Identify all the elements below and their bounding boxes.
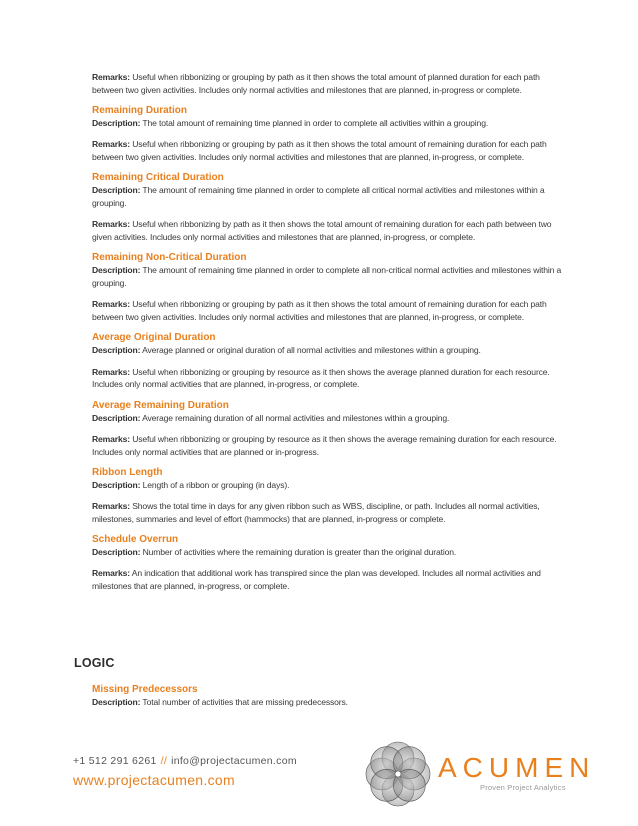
description-block: Description: Average remaining duration of all normal activities and milestones within a grouping. xyxy=(92,412,450,423)
metric-entry xyxy=(92,534,567,593)
footer-separator: // xyxy=(160,755,168,767)
description-block: Description: Length of a ribbon or grouping (in days). xyxy=(92,479,290,490)
remarks-block: Remarks: Useful when ribbonizing or grouping by path as it then shows the total amount of remaining duration for each path between two given activities. Includes only normal activities and milestones that are planned, in-progress, or complete. xyxy=(92,299,547,322)
metric-title: Remaining Duration xyxy=(92,105,188,116)
metric-entry xyxy=(92,400,567,459)
logic-list xyxy=(92,684,567,717)
remarks-block: Remarks: Useful when ribbonizing or grouping by path as it then shows the total amount of remaining duration for each path between two given activities. Includes only normal activities and milestones that are planned, in-progress, or complete. xyxy=(92,139,547,162)
metric-list xyxy=(92,71,567,601)
metric-entry xyxy=(92,172,567,243)
metric-entry xyxy=(92,467,567,526)
brand-wordmark: ACUMEN xyxy=(438,752,596,783)
metric-title: Average Remaining Duration xyxy=(92,399,229,411)
metric-entry xyxy=(92,332,567,391)
description-block: Description: Number of activities where the remaining duration is greater than the original duration. xyxy=(92,547,457,558)
metric-entry xyxy=(92,105,567,164)
metric-title: Remaining Non-Critical Duration xyxy=(92,252,247,264)
description-block: Description: The amount of remaining time planned in order to complete all critical normal activities and milestones within a grouping. xyxy=(92,185,545,208)
metric-title: Ribbon Length xyxy=(92,466,163,478)
acumen-logo-icon xyxy=(362,738,434,810)
metric-entry xyxy=(92,252,567,323)
remarks-block: Remarks: An indication that additional work has transpired since the plan was developed. Includes all normal activities and milestones that are planned, in-progress, or complete. xyxy=(92,568,541,592)
remarks-block: Remarks: Useful when ribbonizing or grouping by resource as it then shows the average planned duration for each resource. Includes only normal activities that are planned, in-progress, or complete. xyxy=(92,366,550,390)
section-heading: LOGIC xyxy=(74,656,115,670)
description-block: Description: Average planned or original duration of all normal activities and milestones within a grouping. xyxy=(92,345,481,356)
metric-entry xyxy=(92,684,567,709)
phone-number[interactable]: +1 512 291 6261 xyxy=(73,755,157,767)
remarks-block: Remarks: Useful when ribbonizing or grouping by resource as it then shows the average remaining duration for each resource. Includes only normal activities that are planned or in-progress. xyxy=(92,433,557,457)
remarks-block: Remarks: Useful when ribbonizing or grouping by path as it then shows the total amount of planned duration for each path between two given activities. Includes only normal activities and milestones that are planned, in-progress or complete. xyxy=(92,72,540,95)
footer-contact xyxy=(73,755,297,767)
metric-entry xyxy=(92,71,567,96)
metric-title: Average Original Duration xyxy=(92,332,216,344)
remarks-block: Remarks: Useful when ribbonizing by path as it then shows the total amount of remaining duration for each path between two given activities. Includes only normal activities and milestones that are planned, in-progress, or complete. xyxy=(92,219,552,242)
description-block: Description: The total amount of remaining time planned in order to complete all activities within a grouping. xyxy=(92,118,489,128)
metric-title: Missing Predecessors xyxy=(92,684,198,695)
description-block: Description: Total number of activities that are missing predecessors. xyxy=(92,697,348,707)
email-link[interactable]: info@projectacumen.com xyxy=(171,755,297,767)
description-block: Description: The amount of remaining time planned in order to complete all non-critical normal activities and milestones within a grouping. xyxy=(92,265,562,288)
website-link[interactable]: www.projectacumen.com xyxy=(73,772,235,788)
remarks-block: Remarks: Shows the total time in days for any given ribbon such as WBS, discipline, or path. Includes all normal activities, milestones, summaries and level of effort (hammocks) that are planned, in-progress or complete. xyxy=(92,501,540,524)
metric-title: Remaining Critical Duration xyxy=(92,172,224,184)
brand-tagline: Proven Project Analytics xyxy=(480,783,566,792)
metric-title: Schedule Overrun xyxy=(92,534,179,546)
